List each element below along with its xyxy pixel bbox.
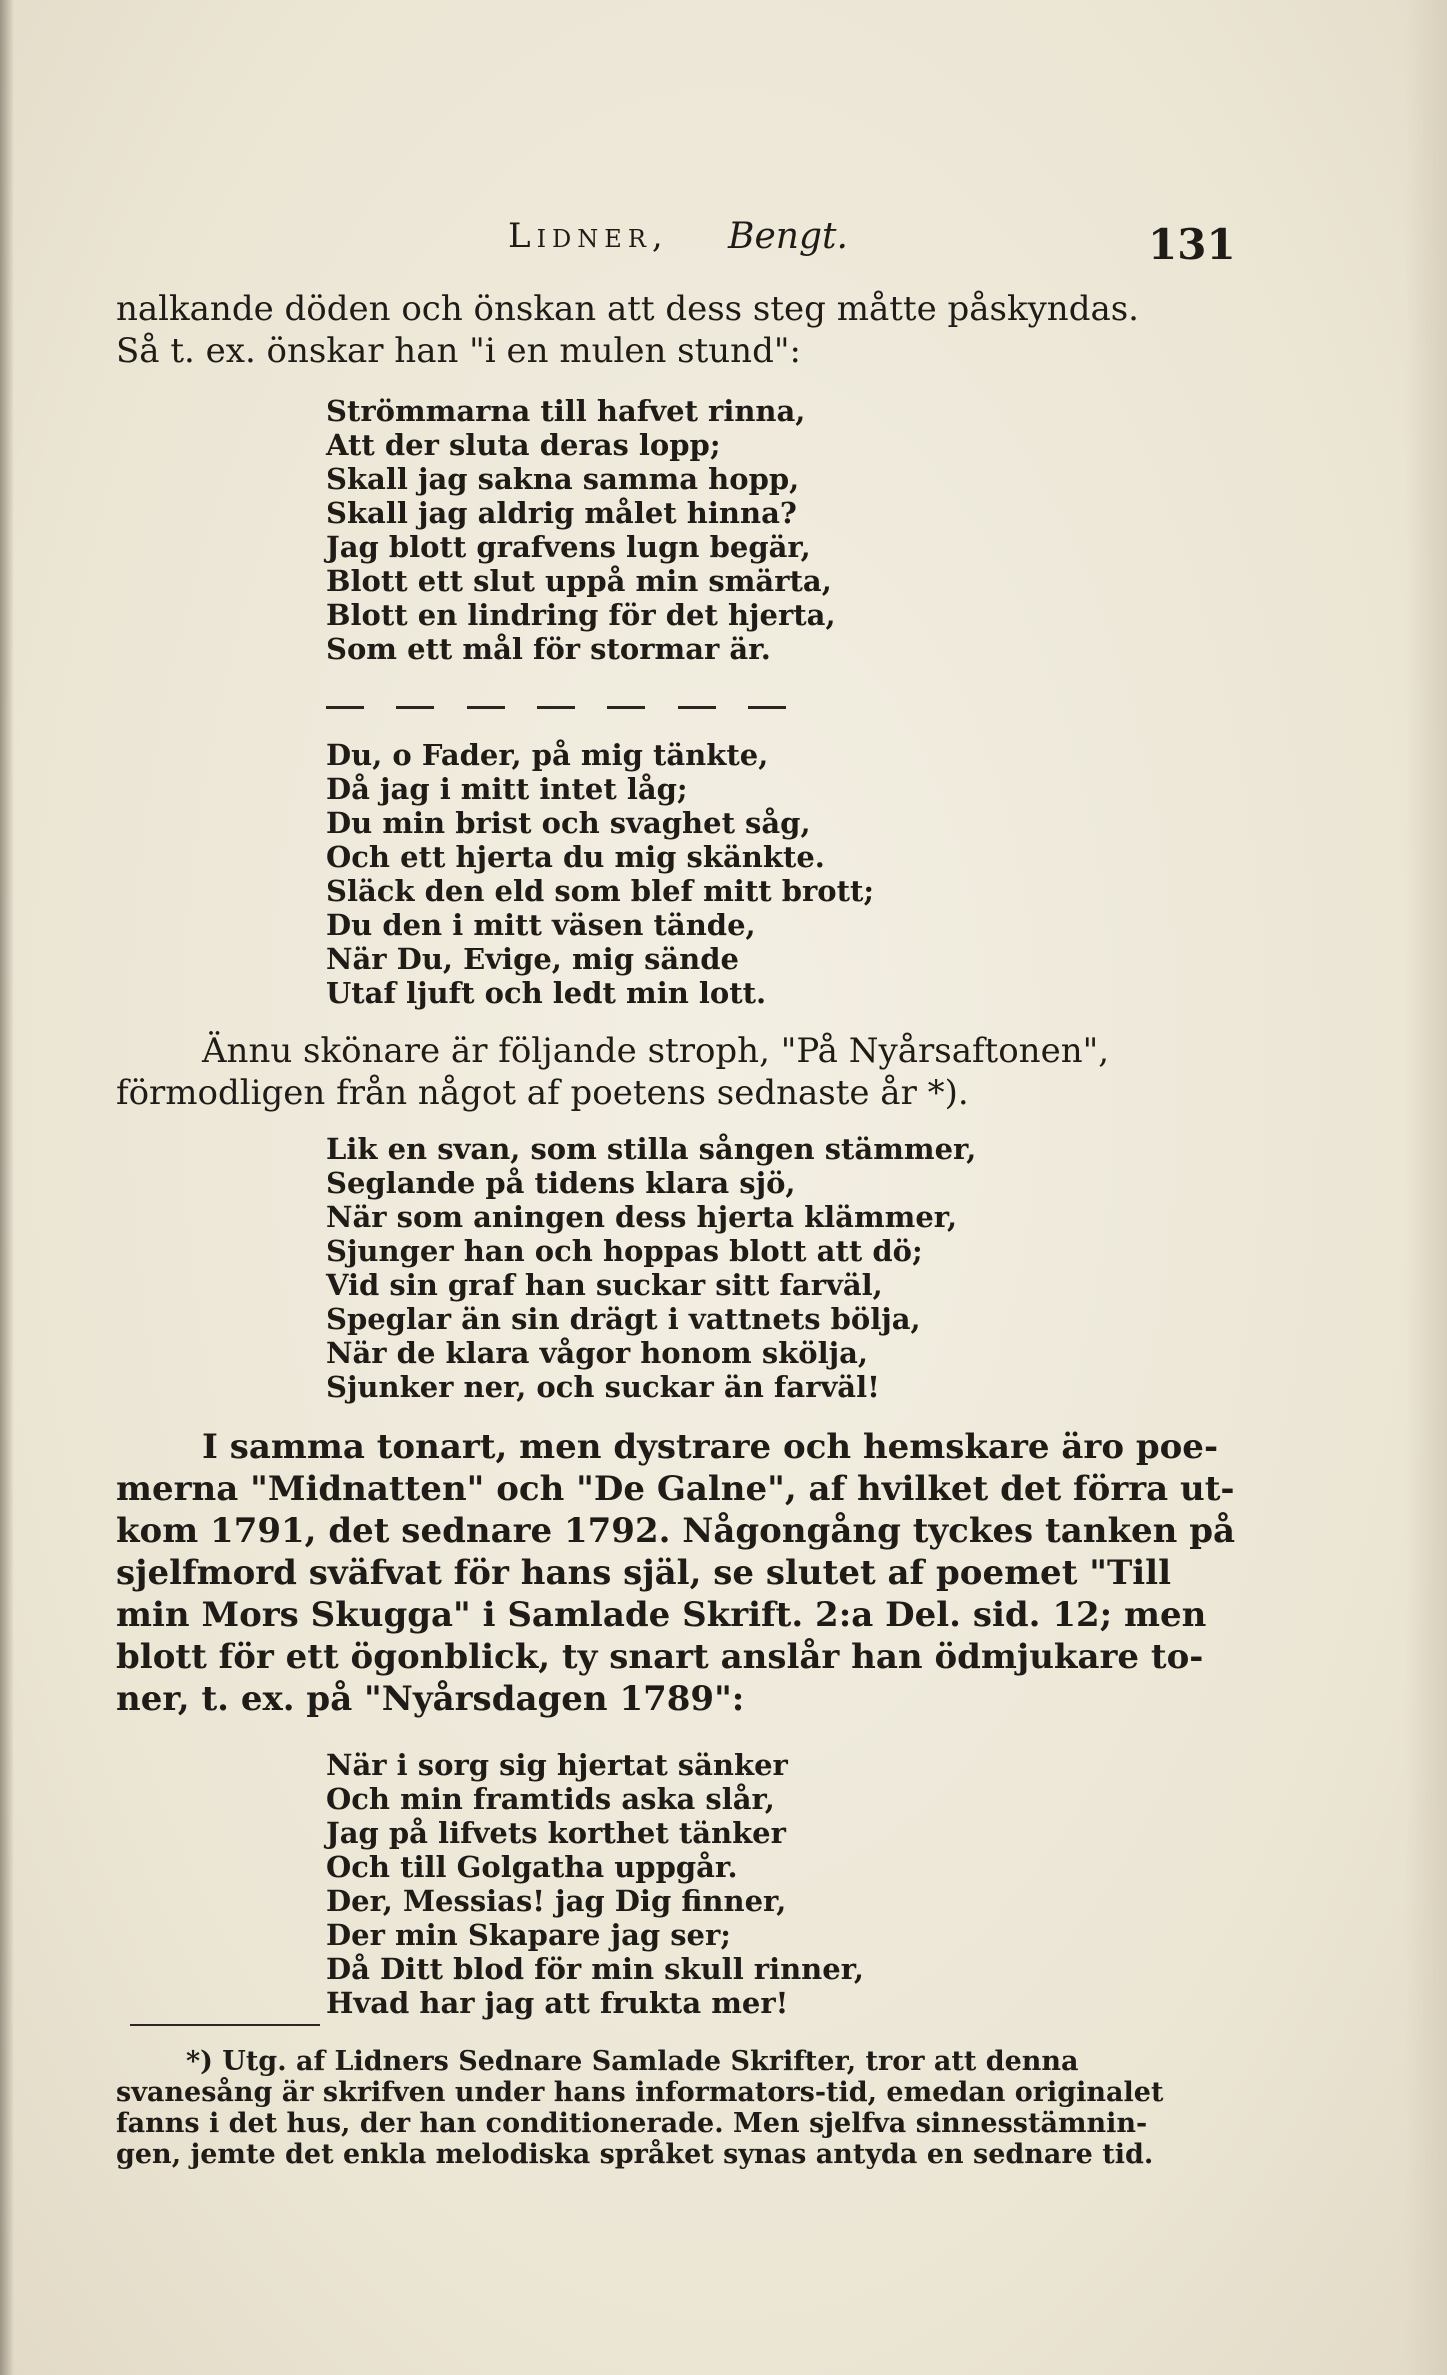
text-line: sjelfmord sväfvat för hans själ, se slutet af poemet "Till xyxy=(116,1553,1171,1593)
footnote-line: fanns i det hus, der han conditionerade. Men sjelfva sinnesstämnin- xyxy=(116,2108,1148,2139)
verse-line: Jag på lifvets korthet tänker xyxy=(326,1816,786,1850)
text-line: Ännu skönare är följande stroph, "På Nyårsaftonen", xyxy=(202,1031,1110,1071)
verse-line: Då jag i mitt intet låg; xyxy=(326,772,688,806)
verse-line: Jag blott grafvens lugn begär, xyxy=(326,530,811,564)
footnote-rule xyxy=(130,2024,320,2026)
verse-line: Skall jag aldrig målet hinna? xyxy=(326,496,797,530)
verse-line: Lik en svan, som stilla sången stämmer, xyxy=(326,1132,977,1166)
verse-line: När i sorg sig hjertat sänker xyxy=(326,1748,788,1782)
footnote xyxy=(116,2046,1216,2170)
poem-stanza-4 xyxy=(326,1748,864,2020)
verse-line: Utaf ljuft och ledt min lott. xyxy=(326,976,767,1010)
footnote-line: *) Utg. af Lidners Sednare Samlade Skrifter, tror att denna xyxy=(186,2046,1079,2077)
text-line: Så t. ex. önskar han "i en mulen stund": xyxy=(116,331,801,371)
paragraph-2 xyxy=(116,1030,1234,1114)
header-author-surname: Lidner, xyxy=(508,216,669,256)
text-line: kom 1791, det sednare 1792. Någongång tyckes tanken på xyxy=(116,1511,1236,1551)
section-divider xyxy=(326,696,786,716)
verse-line: Och ett hjerta du mig skänkte. xyxy=(326,840,825,874)
text-line: min Mors Skugga" i Samlade Skrift. 2:a Del. sid. 12; men xyxy=(116,1595,1207,1635)
verse-line: Der min Skapare jag ser; xyxy=(326,1918,731,1952)
verse-line: Du, o Fader, på mig tänkte, xyxy=(326,738,769,772)
verse-line: Blott ett slut uppå min smärta, xyxy=(326,564,832,598)
text-line: förmodligen från något af poetens sednaste år *). xyxy=(116,1073,969,1113)
footnote-line: gen, jemte det enkla melodiska språket synas antyda en sednare tid. xyxy=(116,2139,1154,2170)
verse-line: Att der sluta deras lopp; xyxy=(326,428,721,462)
verse-line: Blott en lindring för det hjerta, xyxy=(326,598,836,632)
verse-line: Vid sin graf han suckar sitt farväl, xyxy=(326,1268,883,1302)
verse-line: När som aningen dess hjerta klämmer, xyxy=(326,1200,958,1234)
text-line: ner, t. ex. på "Nyårsdagen 1789": xyxy=(116,1679,745,1719)
verse-line: När Du, Evige, mig sände xyxy=(326,942,739,976)
verse-line: När de klara vågor honom skölja, xyxy=(326,1336,868,1370)
verse-line: Hvad har jag att frukta mer! xyxy=(326,1986,789,2020)
verse-line: Skall jag sakna samma hopp, xyxy=(326,462,800,496)
footnote-line: svanesång är skrifven under hans informators-tid, emedan originalet xyxy=(116,2077,1164,2108)
poem-stanza-1 xyxy=(326,394,836,666)
verse-line: Som ett mål för stormar är. xyxy=(326,632,771,666)
text-line: blott för ett ögonblick, ty snart anslår han ödmjukare to- xyxy=(116,1637,1204,1677)
verse-line: Der, Messias! jag Dig finner, xyxy=(326,1884,787,1918)
running-head xyxy=(0,208,1447,268)
poem-stanza-3 xyxy=(326,1132,976,1404)
verse-line: Sjunker ner, och suckar än farväl! xyxy=(326,1370,880,1404)
intro-paragraph xyxy=(116,288,1234,372)
verse-line: Speglar än sin drägt i vattnets bölja, xyxy=(326,1302,921,1336)
paragraph-3 xyxy=(116,1426,1234,1720)
verse-line: Då Ditt blod för min skull rinner, xyxy=(326,1952,864,1986)
verse-line: Seglande på tidens klara sjö, xyxy=(326,1166,796,1200)
verse-line: Du min brist och svaghet såg, xyxy=(326,806,811,840)
page-number: 131 xyxy=(1148,220,1236,269)
header-author-first: Bengt. xyxy=(728,216,848,257)
verse-line: Du den i mitt väsen tände, xyxy=(326,908,756,942)
page-edge xyxy=(1405,0,1447,2375)
verse-line: Och min framtids aska slår, xyxy=(326,1782,775,1816)
text-line: merna "Midnatten" och "De Galne", af hvilket det förra ut- xyxy=(116,1469,1235,1509)
verse-line: Släck den eld som blef mitt brott; xyxy=(326,874,875,908)
verse-line: Sjunger han och hoppas blott att dö; xyxy=(326,1234,923,1268)
text-line: nalkande döden och önskan att dess steg måtte påskyndas. xyxy=(116,289,1139,329)
verse-line: Strömmarna till hafvet rinna, xyxy=(326,394,806,428)
poem-stanza-2 xyxy=(326,738,874,1010)
text-line: I samma tonart, men dystrare och hemskare äro poe- xyxy=(202,1427,1219,1467)
verse-line: Och till Golgatha uppgår. xyxy=(326,1850,738,1884)
binding-shadow xyxy=(0,0,14,2375)
